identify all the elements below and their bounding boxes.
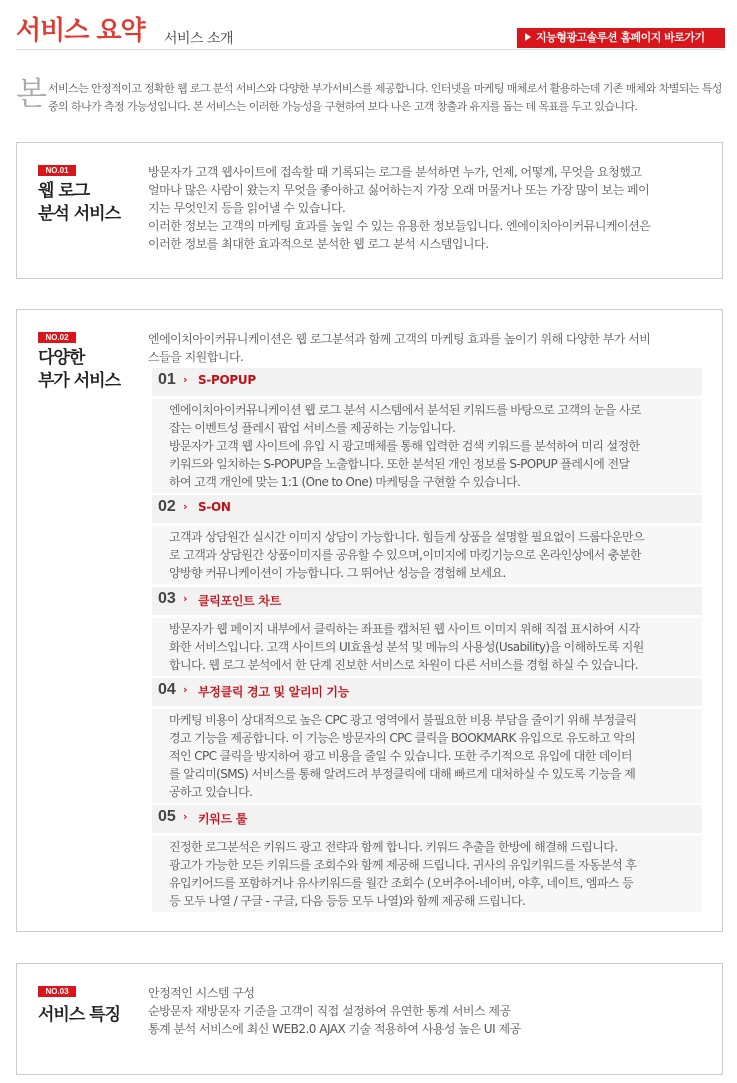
item-line: 등 모두 나열 / 구글 - 구글, 다음 등등 모두 나열)와 함께 제공해 드립니다. [169, 894, 526, 908]
chevron-right-icon: › [183, 810, 188, 823]
item-number: 01 [158, 371, 176, 388]
chevron-right-icon: › [183, 592, 188, 605]
description-line: 안정적인 시스템 구성 [148, 986, 255, 1000]
item-line: 유입키어드를 포함하거나 유사키워드를 월간 조회수 (오버추어-네이버, 야후, 네이트, 엠파스 등 [169, 876, 634, 890]
section-title [38, 180, 120, 226]
chevron-right-icon: › [183, 500, 188, 513]
item-line: 잡는 이벤트성 플레시 팝업 서비스를 제공하는 기능입니다. [169, 421, 456, 435]
item-line: 키워드와 일치하는 S-POPUP을 노출합니다. 또한 분석된 개인 정보를 S-POPUP 플레시에 전달 [169, 457, 630, 471]
item-number: 04 [158, 681, 176, 698]
chevron-right-icon: › [183, 373, 188, 386]
description-line: 순방문자 재방문자 기준을 고객이 직접 설정하여 유연한 통계 서비스 제공 [148, 1004, 511, 1018]
intro-line: 서비스는 안정적이고 정확한 웹 로그 분석 서비스와 다양한 부가서비스를 제공합니다. 인터넷을 마케팅 매체로서 활용하는데 기존 매체와 차별되는 특성 [48, 82, 722, 95]
item-line: 로 고객과 상담원간 상품이미지를 공유할 수 있으며,이미지에 마킹기능으로 온라인상에서 충분한 [169, 548, 641, 562]
section-description [148, 330, 704, 366]
item-line: 공하고 있습니다. [169, 785, 253, 799]
description-line: 스들을 지원합니다. [148, 350, 244, 364]
section-description [148, 163, 704, 253]
item-line: 마케팅 비용이 상대적으로 높은 CPC 광고 영역에서 불필요한 비용 부담을 줄이기 위해 부정클릭 [169, 713, 637, 727]
service-item-body [152, 709, 702, 803]
service-item-body [152, 526, 702, 584]
page-title: 서비스 요약 [16, 16, 145, 46]
section-title-line: 분석 서비스 [38, 204, 121, 224]
section-web-log-analysis [16, 142, 723, 279]
item-line: 방문자가 웹 페이지 내부에서 클릭하는 좌표를 캡처된 웹 사이트 이미지 위해 직접 표시하여 시각 [169, 622, 640, 636]
service-item-header [152, 805, 702, 833]
section-description [148, 984, 704, 1038]
chevron-right-icon: › [183, 683, 188, 696]
item-line: 화한 서비스입니다. 고객 사이트의 UI효율성 분석 및 메뉴의 사용성(Usability)을 이해하도록 지원 [169, 640, 644, 654]
description-line: 지는 무엇인지 등을 읽어낼 수 있습니다. [148, 201, 346, 215]
description-line: 이러한 정보를 최대한 효과적으로 분석한 웹 로그 분석 시스템입니다. [148, 237, 489, 251]
item-title: 부정클릭 경고 및 알리미 기능 [198, 685, 350, 699]
service-item-header [152, 678, 702, 706]
section-badge: NO.01 [38, 165, 76, 176]
section-title-line: 다양한 [38, 348, 85, 368]
section-title [38, 347, 120, 393]
section-service-features [16, 963, 723, 1075]
item-line: 광고가 가능한 모든 키워드를 조회수와 함께 제공해 드립니다. 귀사의 유입키워드를 자동분석 후 [169, 858, 637, 872]
item-line: 를 알리미(SMS) 서비스를 통해 알려드려 부정클릭에 대해 빠르게 대처하실 수 있도록 기능을 제 [169, 767, 636, 781]
item-number: 02 [158, 498, 176, 515]
item-number: 05 [158, 808, 176, 825]
service-item-body [152, 399, 702, 493]
description-line: 방문자가 고객 웹사이트에 접속할 때 기록되는 로그를 분석하면 누가, 언제, 어떻게, 무엇을 요청했고 [148, 165, 642, 179]
item-line: 적인 CPC 클릭을 방지하여 광고 비용을 줄일 수 있습니다. 또한 주기적으로 유입에 대한 데이터 [169, 749, 632, 763]
service-item-body [152, 836, 702, 912]
homepage-link-button[interactable] [517, 28, 725, 48]
service-item-header [152, 587, 702, 615]
intro-text [48, 80, 728, 116]
item-line: 엔에이치아이커뮤니케이션 웹 로그 분석 시스템에서 분석된 키워드를 바탕으로 고객의 눈을 사로 [169, 403, 641, 417]
item-title: 클릭포인트 차트 [198, 594, 281, 608]
item-line: 하여 고객 개인에 맞는 1:1 (One to One) 마케팅을 구현할 수 있습니다. [169, 475, 521, 489]
page-subtitle: 서비스 소개 [164, 31, 234, 47]
intro-initial: 본 [16, 74, 47, 112]
item-line: 합니다. 웹 로그 분석에서 한 단계 진보한 서비스로 차원이 다른 서비스를 경험 하실 수 있습니다. [169, 658, 639, 672]
service-item-body [152, 618, 702, 676]
play-arrow-icon [525, 33, 531, 41]
section-title-line: 서비스 특징 [38, 1005, 121, 1025]
description-line: 통계 분석 서비스에 최신 WEB2.0 AJAX 기술 적용하여 사용성 높은 UI 제공 [148, 1022, 521, 1036]
section-title [38, 1004, 120, 1027]
service-item-header [152, 495, 702, 523]
section-badge: NO.02 [38, 332, 76, 343]
section-badge: NO.03 [38, 986, 76, 997]
section-title-line: 부가 서비스 [38, 371, 121, 391]
item-line: 양방향 커뮤니케이션이 가능합니다. 그 뛰어난 성능을 경험해 보세요. [169, 566, 506, 580]
item-title: S-ON [198, 500, 231, 514]
item-number: 03 [158, 590, 176, 607]
item-title: S-POPUP [198, 373, 256, 387]
item-title: 키워드 툴 [198, 812, 248, 826]
item-line: 진정한 로그분석은 키워드 광고 전략과 함께 합니다. 키워드 추출을 한방에 해결해 드립니다. [169, 840, 618, 854]
intro-line: 중의 하나가 측정 가능성입니다. 본 서비스는 이러한 가능성을 구현하여 보다 나은 고객 창출과 유지를 돕는 데 목표를 두고 있습니다. [48, 100, 638, 113]
item-line: 경고 기능을 제공합니다. 이 기능은 방문자의 CPC 클릭을 BOOKMARK 유입으로 유도하고 악의 [169, 731, 636, 745]
item-line: 고객과 상담원간 실시간 이미지 상담이 가능합니다. 힘들게 상품을 설명할 필요없이 드룹다운만으 [169, 530, 645, 544]
description-line: 이러한 정보는 고객의 마케팅 효과를 높일 수 있는 유용한 정보들입니다. 엔에이치아이커뮤니케이션은 [148, 219, 651, 233]
homepage-link-label: 지능형광고솔루션 홈페이지 바로가기 [536, 31, 705, 44]
item-line: 방문자가 고객 웹 사이트에 유입 시 광고매체를 통해 입력한 검색 키워드를 분석하여 미리 설정한 [169, 439, 640, 453]
title-divider [16, 49, 725, 50]
description-line: 엔에이치아이커뮤니케이션은 웹 로그분석과 함께 고객의 마케팅 효과를 높이기 위해 다양한 부가 서비 [148, 332, 651, 346]
section-additional-services [16, 309, 723, 932]
service-item-header [152, 368, 702, 396]
section-title-line: 웹 로그 [38, 181, 90, 201]
description-line: 얼마나 많은 사람이 왔는지 무엇을 좋아하고 싫어하는지 가장 오래 머물거나 또는 가장 많이 보는 페이 [148, 183, 650, 197]
